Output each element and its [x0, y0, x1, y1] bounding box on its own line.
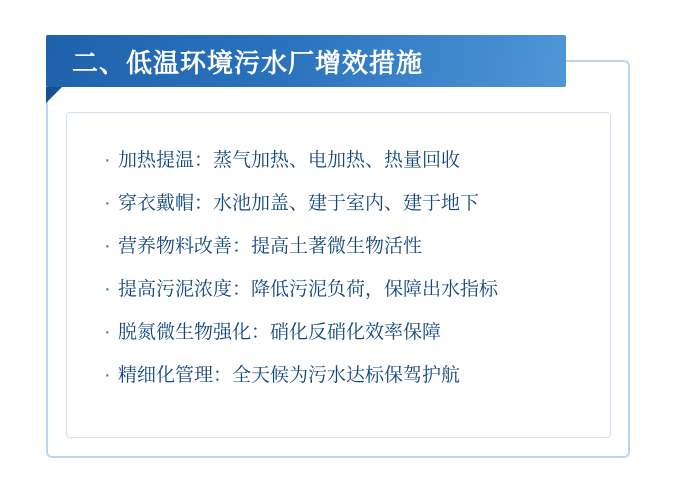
list-item: [104, 320, 584, 346]
title-banner: [46, 35, 566, 87]
list-item-label: 加热提温：蒸气加热、电加热、热量回收: [118, 150, 461, 171]
list-item-label: 脱氮微生物强化：硝化反硝化效率保障: [118, 322, 442, 343]
bullet-dot-icon: ·: [104, 149, 111, 171]
bullet-dot-icon: ·: [104, 192, 111, 214]
bullet-list: [104, 148, 584, 406]
list-item: [104, 234, 584, 260]
list-item: [104, 363, 584, 389]
list-item-label: 精细化管理：全天候为污水达标保驾护航: [118, 365, 461, 386]
page-title: 二、低温环境污水厂增效措施: [72, 47, 424, 78]
list-item-label: 穿衣戴帽：水池加盖、建于室内、建于地下: [118, 193, 480, 214]
bullet-dot-icon: ·: [104, 321, 111, 343]
list-item: [104, 148, 584, 174]
list-item: [104, 277, 584, 303]
bullet-dot-icon: ·: [104, 278, 111, 300]
banner-fold-decoration: [46, 87, 62, 103]
bullet-dot-icon: ·: [104, 235, 111, 257]
list-item-label: 提高污泥浓度：降低污泥负荷，保障出水指标: [118, 279, 499, 300]
list-item-label: 营养物料改善：提高土著微生物活性: [118, 236, 423, 257]
list-item: [104, 191, 584, 217]
bullet-dot-icon: ·: [104, 364, 111, 386]
